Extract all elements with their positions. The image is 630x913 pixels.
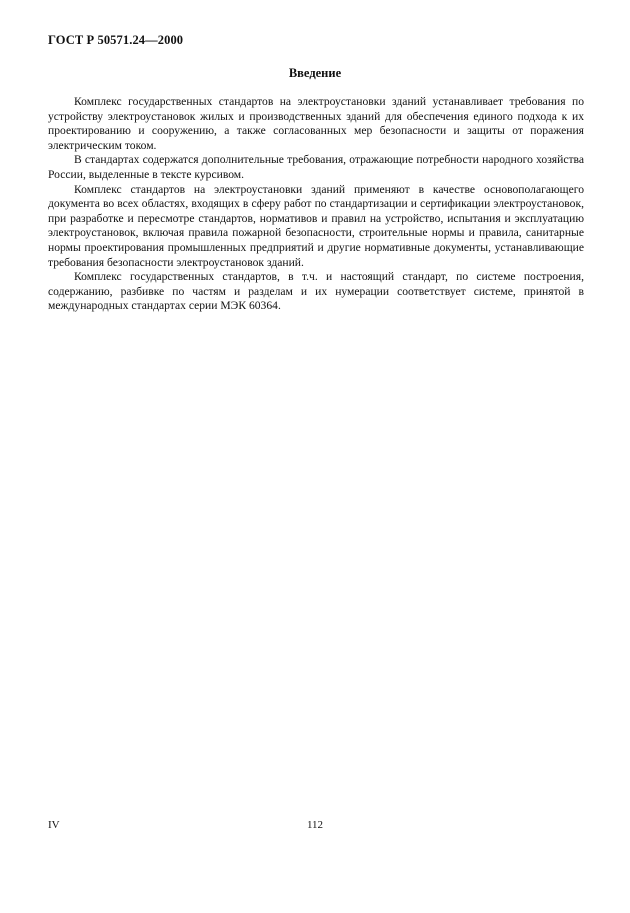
paragraph: В стандартах содержатся дополнительные требования, отражающие потребности народного хозяйства России, выделенные в тексте курсивом.: [48, 153, 584, 181]
section-title: Введение: [288, 66, 342, 80]
paragraph: Комплекс государственных стандартов на электроустановки зданий устанавливает требования по устройству электроустановок жилых и производственных зданий для обеспечения единого подхода к их проектированию и сооружению, а также согласованных мер безопасности и защиты от поражения электрическим током.: [48, 95, 584, 152]
paragraph: Комплекс государственных стандартов, в т.ч. и настоящий стандарт, по системе построения, содержанию, разбивке по частям и разделам и их нумерации соответствует системе, принятой в международных стандартах серии МЭК 60364.: [48, 270, 584, 313]
page-roman-numeral: IV: [48, 819, 60, 831]
paragraph: Комплекс стандартов на электроустановки зданий применяют в качестве основополагающего документа во всех областях, входящих в сферу работ по стандартизации и сертификации электроустановок, при разработке и пересмотре стандартов, нормативов и правил на устройство, испытания и эксплуатацию электроустановок, включая правила пожарной безопасности, строительные нормы и правила, санитарные нормы проектирования промышленных предприятий и другие нормативные документы, устанавливающие требования безопасности электроустановок зданий.: [48, 182, 584, 269]
body-text: [48, 95, 584, 314]
document-code: ГОСТ Р 50571.24—2000: [48, 33, 184, 47]
page-number: 112: [306, 819, 324, 831]
